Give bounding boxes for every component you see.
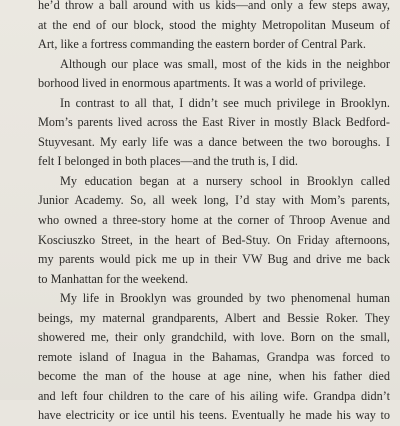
- text-line: In contrast to all that, I didn’t see much privilege in Brooklyn.: [60, 95, 390, 110]
- text-line: My education began at a nursery school in Brooklyn called: [60, 173, 390, 188]
- text-line: My life in Brooklyn was grounded by two phenomenal human: [60, 291, 390, 306]
- text-line: Kosciuszko Street, in the heart of Bed-Stuy. On Friday afternoons,: [38, 232, 390, 247]
- body-text: [38, 0, 390, 426]
- text-line: and left four children to the care of his ailing wife. Grandpa didn’t: [38, 388, 390, 403]
- text-line: become the man of the house at age nine, when his father died: [38, 369, 390, 384]
- text-line: Mom’s parents lived across the East River in mostly Black Bedford-: [38, 115, 390, 130]
- text-line: Stuyvesant. My early life was a dance between the two boroughs. I: [38, 134, 390, 149]
- text-line: my parents would pick me up in their VW Bug and drive me back: [38, 252, 390, 267]
- text-line: Art, like a fortress commanding the eastern border of Central Park.: [38, 37, 366, 52]
- text-line: beings, my maternal grandparents, Albert and Bessie Roker. They: [38, 310, 390, 325]
- text-line: who owned a three-story home at the corner of Throop Avenue and: [38, 213, 390, 228]
- text-line: borhood lived in enormous apartments. It was a world of privilege.: [38, 76, 366, 91]
- text-line: have electricity or ice until his teens. Eventually he made his way to: [38, 408, 390, 423]
- text-line: he’d throw a ball around with us kids—and only a few steps away,: [38, 0, 390, 12]
- text-line: showered me, their only grandchild, with love. Born on the small,: [38, 330, 390, 345]
- text-line: Although our place was small, most of the kids in the neighbor: [60, 56, 390, 71]
- text-line: to Manhattan for the weekend.: [38, 271, 189, 286]
- text-line: remote island of Inagua in the Bahamas, Grandpa was forced to: [38, 349, 390, 364]
- text-line: Junior Academy. So, all week long, I’d stay with Mom’s parents,: [38, 193, 390, 208]
- text-line: at the end of our block, stood the mighty Metropolitan Museum of: [38, 17, 390, 32]
- text-line: felt I belonged in both places—and the truth is, I did.: [38, 154, 298, 169]
